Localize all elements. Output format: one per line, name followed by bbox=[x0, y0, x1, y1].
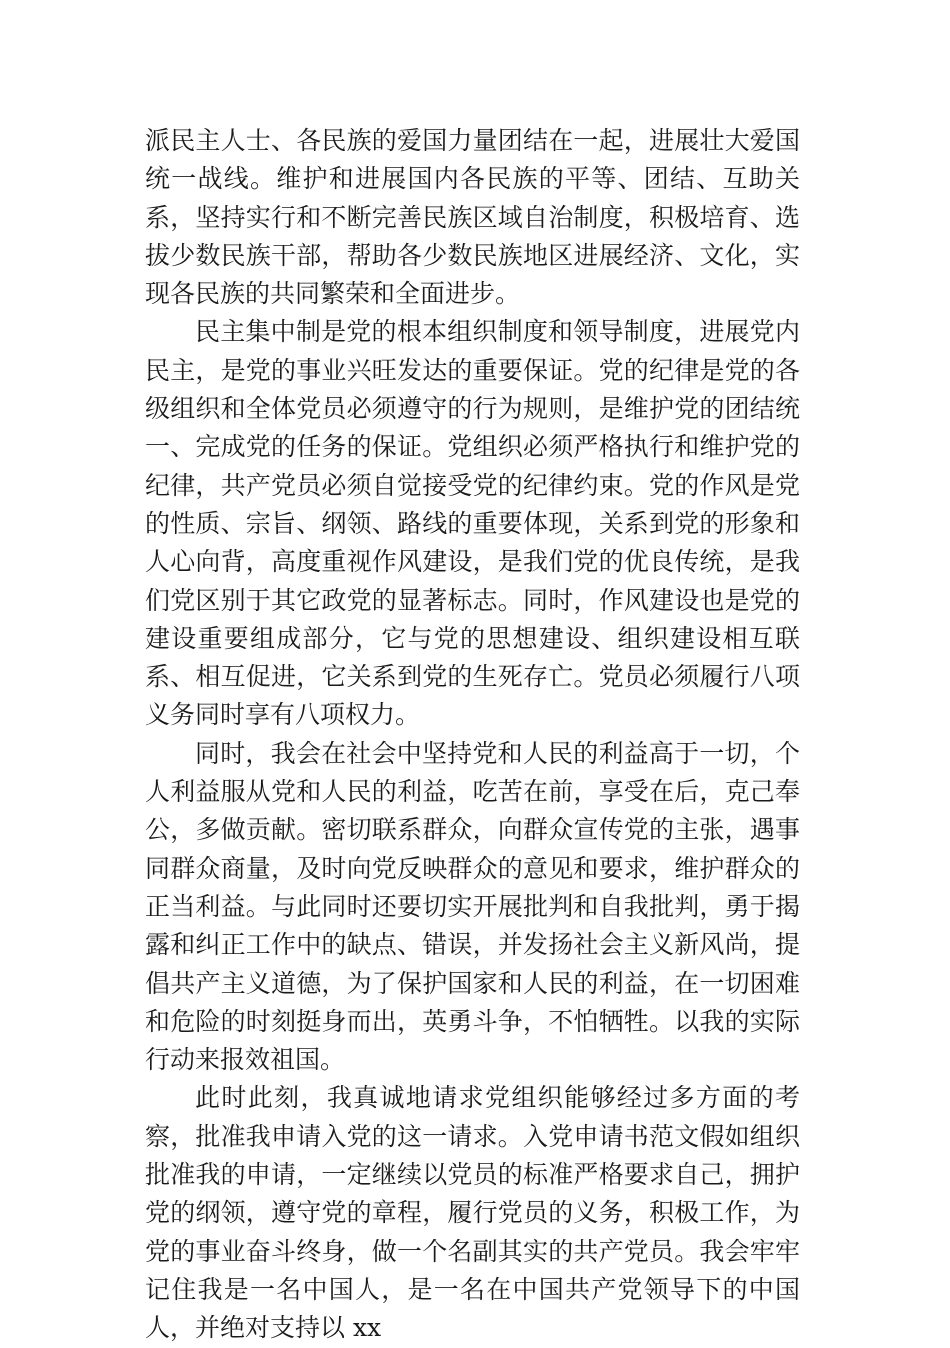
paragraph-3: 同时，我会在社会中坚持党和人民的利益高于一切，个人利益服从党和人民的利益，吃苦在前，享受在后，克己奉公，多做贡献。密切联系群众，向群众宣传党的主张，遇事同群众商量，及时向党反映群众的意见和要求，维护群众的正当利益。与此同时还要切实开展批判和自我批判，勇于揭露和纠正工作中的缺点、错误，并发扬社会主义新风尚，提倡共产主义道德，为了保护国家和人民的利益，在一切困难和危险的时刻挺身而出，英勇斗争，不怕牺牲。以我的实际行动来报效祖国。 bbox=[145, 738, 800, 1075]
paragraph-2: 民主集中制是党的根本组织制度和领导制度，进展党内民主，是党的事业兴旺发达的重要保证。党的纪律是党的各级组织和全体党员必须遵守的行为规则，是维护党的团结统一、完成党的任务的保证。党组织必须严格执行和维护党的纪律，共产党员必须自觉接受党的纪律约束。党的作风是党的性质、宗旨、纲领、路线的重要体现，关系到党的形象和人心向背，高度重视作风建设，是我们党的优良传统，是我们党区别于其它政党的显著标志。同时，作风建设也是党的建设重要组成部分，它与党的思想建设、组织建设相互联系、相互促进，它关系到党的生死存亡。党员必须履行八项义务同时享有八项权力。 bbox=[145, 317, 800, 730]
document-body bbox=[145, 122, 800, 1348]
paragraph-1: 派民主人士、各民族的爱国力量团结在一起，进展壮大爱国统一战线。维护和进展国内各民族的平等、团结、互助关系，坚持实行和不断完善民族区域自治制度，积极培育、选拔少数民族干部，帮助各少数民族地区进展经济、文化，实现各民族的共同繁荣和全面进步。 bbox=[145, 126, 800, 309]
paragraph-4: 此时此刻，我真诚地请求党组织能够经过多方面的考察，批准我申请入党的这一请求。入党申请书范文假如组织批准我的申请，一定继续以党员的标准严格要求自己，拥护党的纲领，遵守党的章程，履行党员的义务，积极工作，为党的事业奋斗终身，做一个名副其实的共产党员。我会牢牢记住我是一名中国人，是一名在中国共产党领导下的中国人，并绝对支持以 xx bbox=[145, 1083, 800, 1343]
